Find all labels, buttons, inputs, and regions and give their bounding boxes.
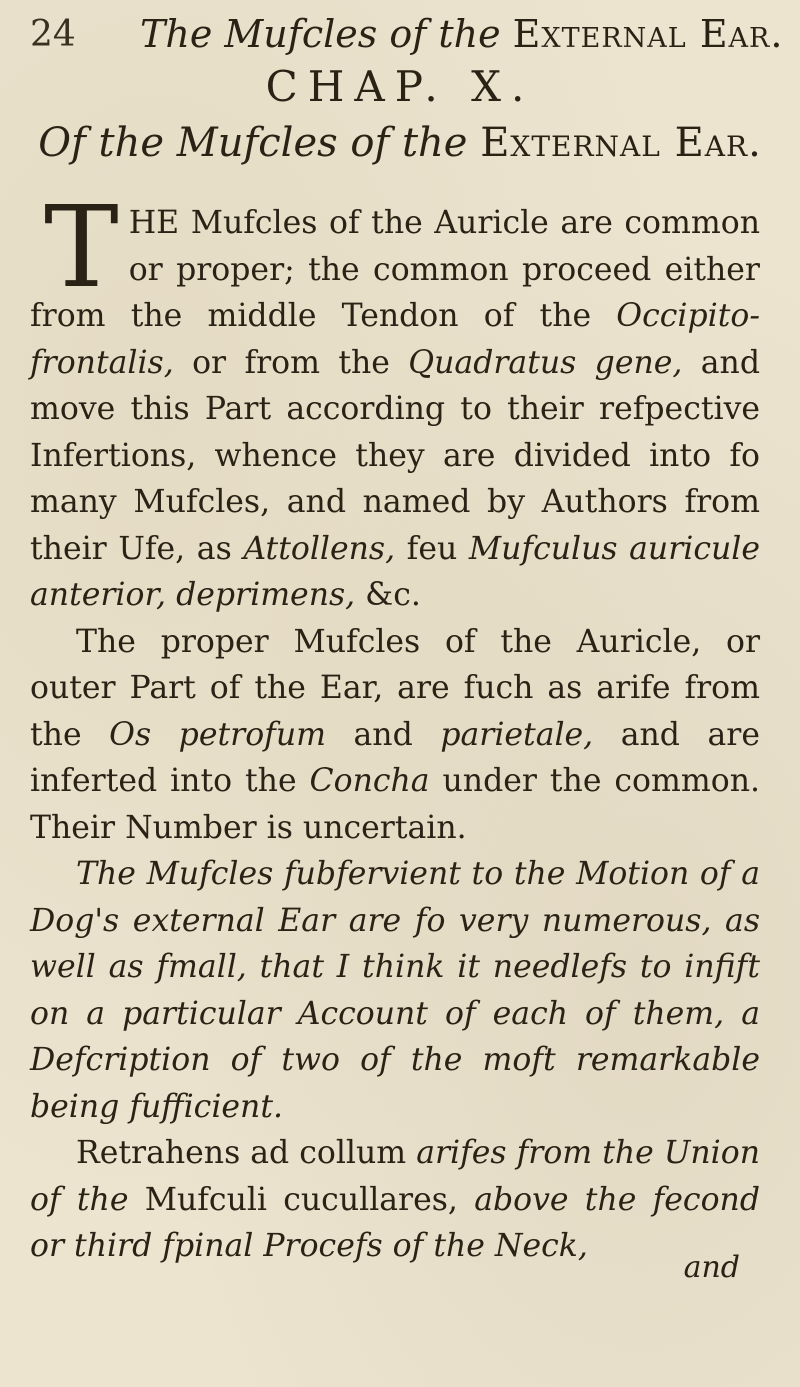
p1-text-d: feu bbox=[395, 530, 469, 567]
p1-text-b: or from the bbox=[173, 344, 409, 381]
p2-text-d: under the common. Their Number is uncertain. bbox=[30, 763, 760, 846]
p2-italic-a: Os petrofum bbox=[109, 716, 326, 753]
p4-italic-a: arifes from the Union of the bbox=[30, 1135, 760, 1218]
p2-italic-c: Concha bbox=[309, 763, 430, 799]
p2-text-a: The proper Mufcles of the Auricle, or outer Part of the Ear, are fuch as arife from the bbox=[30, 623, 760, 753]
chapter-subtitle bbox=[30, 120, 770, 166]
p1-italic-b: Quadratus gene, bbox=[408, 344, 683, 381]
p4-text-b: Mufculi cucullares, bbox=[128, 1181, 475, 1218]
paragraph-1 bbox=[30, 183, 760, 619]
first-word: HE bbox=[128, 205, 180, 241]
p2-text-c: and are inferted into the bbox=[30, 716, 760, 799]
p4-italic-b: above the fecond or third fpinal Procefs of the Neck, bbox=[30, 1181, 760, 1264]
paragraph-3: The Mufcles fubfervient to the Motion of a Dog's external Ear are fo very numerous, as well as fmall, that I think it needlefs to infift on a particular Account of each of them, a Defcription of two of the moft remarkable being fufficient. bbox=[30, 856, 760, 1125]
chapter-subtitle-italic: Of the Mufcles of the bbox=[38, 120, 481, 166]
p1-text-a: Mufcles of the Auricle are common or proper; the common proceed either from the middle Tendon of the bbox=[30, 205, 760, 334]
p1-italic-d: Mufculus auricule anterior, deprimens, bbox=[30, 530, 760, 613]
paragraph-4 bbox=[30, 1130, 760, 1270]
running-title-caps: External Ear. bbox=[512, 12, 784, 56]
running-title bbox=[140, 12, 783, 56]
drop-cap: T bbox=[44, 183, 119, 313]
p1-text-e: &c. bbox=[355, 577, 421, 613]
catchword: and bbox=[683, 1250, 740, 1285]
page-number: 24 bbox=[30, 14, 76, 55]
running-head bbox=[30, 6, 784, 66]
p2-italic-b: parietale, bbox=[440, 716, 594, 753]
p1-italic-c: Attollens, bbox=[243, 530, 396, 567]
body-text bbox=[30, 183, 760, 1270]
p1-italic-a: Occipito-frontalis, bbox=[30, 298, 760, 381]
p1-text-c: and move this Part according to their refpective Infertions, whence they are divided into fo many Mufcles, and named by Authors from their Ufe, as bbox=[30, 344, 760, 567]
p2-text-b: and bbox=[325, 716, 441, 753]
p4-text-a: Retrahens ad collum bbox=[76, 1135, 417, 1171]
running-title-italic: The Mufcles of the bbox=[140, 12, 513, 56]
chapter-heading: CHAP. X. bbox=[265, 62, 535, 111]
chapter-subtitle-caps: External Ear. bbox=[480, 120, 762, 166]
paragraph-2 bbox=[30, 619, 760, 852]
